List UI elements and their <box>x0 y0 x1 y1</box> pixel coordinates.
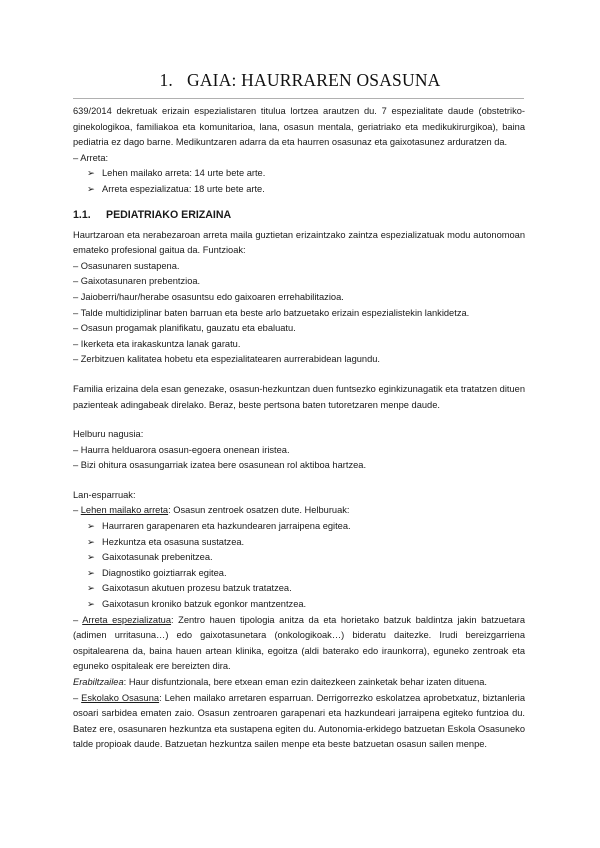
list-item: – Osasun progamak planifikatu, gauzatu eta ebaluatu. <box>73 323 296 334</box>
eskolako-osasuna-label: Eskolako Osasuna <box>81 692 160 703</box>
erabiltzailea-line: Erabiltzailea: Haur disfuntzionala, bere etxean eman ezin daitezkeen zainketak behar izaten dituena. <box>73 677 487 687</box>
list-item: – Haurra helduarora osasun-egoera onenean iristea. <box>73 444 290 455</box>
list-item: ➢ Arreta espezializatua: 18 urte bete arte. <box>73 182 525 198</box>
page-title <box>0 70 600 91</box>
lehen-mailako-label: Lehen mailako arreta <box>80 505 169 516</box>
helburu-label: Helburu nagusia: <box>73 429 144 440</box>
lan-esparruak-label: Lan-esparruak: <box>73 489 136 500</box>
section-number: 1.1. <box>73 208 91 221</box>
arrow-bullet-icon: ➢ <box>87 183 95 194</box>
title-text: GAIA: HAURRAREN OSASUNA <box>187 70 441 90</box>
section-title: PEDIATRIAKO ERIZAINA <box>106 208 232 221</box>
list-item: ➢ Lehen mailako arreta: 14 urte bete arte. <box>73 166 525 182</box>
erabiltzailea-label: Erabiltzailea <box>73 677 124 687</box>
arreta-label: – Arreta: <box>73 152 109 163</box>
list-item: ➢ Haurraren garapenaren eta hazkundearen jarraipena egitea. <box>73 519 525 535</box>
lehen-mailako-line: – Lehen mailako arreta: Osasun zentroek osatzen dute. Helburuak: <box>73 505 350 516</box>
list-item: – Ikerketa eta irakaskuntza lanak garatu. <box>73 338 241 349</box>
eskolako-osasuna-paragraph: – Eskolako Osasuna: Lehen mailako arretaren esparruan. Derrigorrezko eskolatzea aprobetxatuz, biztanleria osoari sarbidea ematen zaio. Osasun zentroaren garapenari eta hazkundeari jarraipena egiteko funtzioa du. Batez ere, osasunaren hezkuntza eta sustapena egiten du. Autonomia-erkidego batzuetan Eskola Osasuneko talde propioak daude. Batzuetan hezkuntza sailen menpe eta beste batzuetan osasun sailen menpe. <box>73 692 525 750</box>
arreta-espezializatua-label: Arreta espezializatua <box>82 614 172 625</box>
intro-paragraph: 639/2014 dekretuak erizain espezialistaren titulua lortzea arautzen du. 7 espezialitate daude (obstetriko-ginekologikoa, familiakoa eta komunitarioa, lana, osasun mentala, geriatriako eta medikukirurgikoa), baina pediatria ez dago barne. Medikuntzaren adarra da eta haurren osasunaz eta gaixotasunez arduratzen da. <box>73 106 525 148</box>
arrow-bullet-icon: ➢ <box>87 599 95 610</box>
arrow-bullet-icon: ➢ <box>87 552 95 563</box>
section-heading <box>73 208 525 223</box>
list-item: ➢ Gaixotasun kroniko batzuk egonkor mantzentzea. <box>73 597 525 613</box>
lehen-mailako-list <box>73 519 525 613</box>
document-body <box>73 104 525 753</box>
arrow-bullet-icon: ➢ <box>87 521 95 532</box>
list-item: – Osasunaren sustapena. <box>73 260 180 271</box>
family-nurse-paragraph: Familia erizaina dela esan genezake, osasun-hezkuntzan duen funtsezko eginkizunagatik eta tratatzen dituen pazienteak adingabeak direlako. Beraz, beste pertsona baten tutoretzaren menpe daude. <box>73 383 525 410</box>
list-item: – Jaioberri/haur/herabe osasuntsu edo gaixoaren errehabilitazioa. <box>73 291 344 302</box>
funtzioak-list <box>73 259 525 368</box>
title-number: 1. <box>159 70 173 90</box>
list-item: ➢ Gaixotasunak prebenitzea. <box>73 550 525 566</box>
title-divider <box>73 98 524 99</box>
list-item: – Gaixotasunaren prebentzioa. <box>73 276 201 287</box>
arreta-espezializatua-paragraph: – Arreta espezializatua: Zentro hauen tipologia anitza da eta horietako batzuk baldintza jakin batzuetara (adimen urritasuna…) edo gaixotasunetara (onkologikoak…) bideratu daitezke. Irudi bereizgarriena ospitalearena da, baina hauen artean klinika, egoitza (aldi baterako edo iraunkorra), eguneko zentroak eta eguneko ospitaleak ere bereizten dira. <box>73 614 525 672</box>
list-item: – Talde multidiziplinar baten barruan eta beste arlo batzuetako erizain espezialistekin lankidetza. <box>73 307 470 318</box>
arrow-bullet-icon: ➢ <box>87 536 95 547</box>
list-item: – Zerbitzuen kalitatea hobetu eta espezialitatearen aurrerabidean lagundu. <box>73 354 381 365</box>
list-item: – Bizi ohitura osasungarriak izatea bere osasunean rol aktiboa hartzea. <box>73 460 367 471</box>
list-item: ➢ Hezkuntza eta osasuna sustatzea. <box>73 535 525 551</box>
section-paragraph: Haurtzaroan eta nerabezaroan arreta maila guztietan erizaintzako zaintza espezializatuak modu autonomoan emateko profesional gaitua da. Funtzioak: <box>73 229 525 256</box>
arrow-bullet-icon: ➢ <box>87 567 95 578</box>
list-item: ➢ Gaixotasun akutuen prozesu batzuk tratatzea. <box>73 581 525 597</box>
arrow-bullet-icon: ➢ <box>87 583 95 594</box>
arreta-list <box>73 166 525 197</box>
list-item: ➢ Diagnostiko goiztiarrak egitea. <box>73 566 525 582</box>
arrow-bullet-icon: ➢ <box>87 168 95 179</box>
